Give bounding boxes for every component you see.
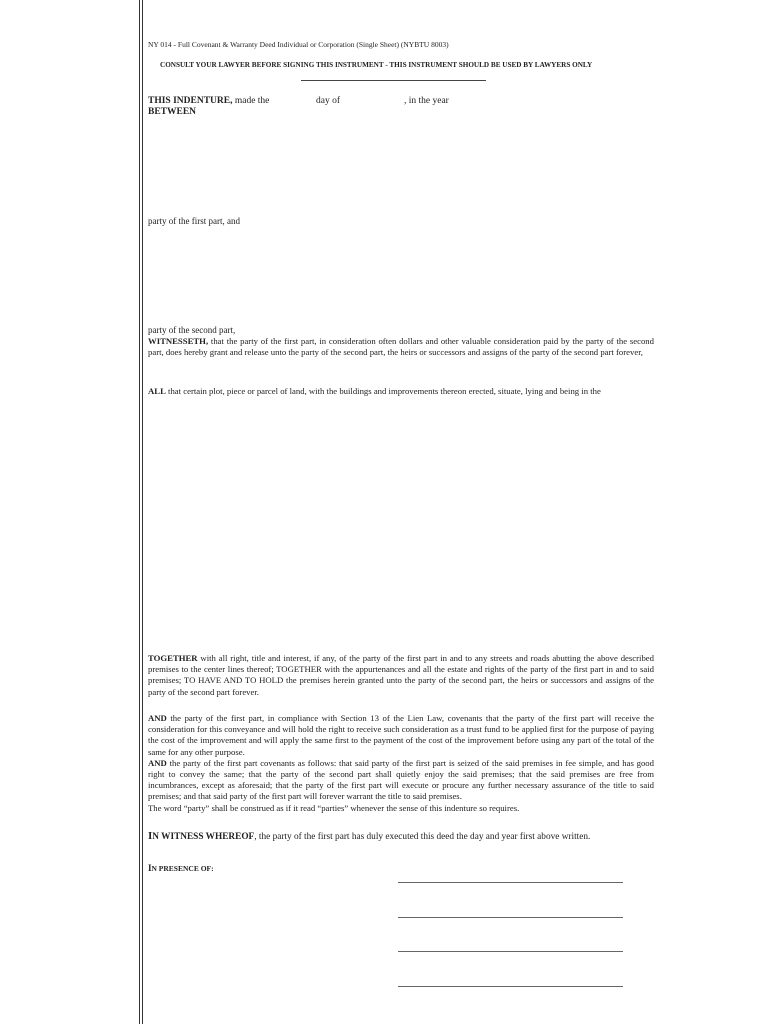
- indenture-line: [148, 96, 269, 106]
- consult-lawyer-warning: CONSULT YOUR LAWYER BEFORE SIGNING THIS INSTRUMENT - THIS INSTRUMENT SHOULD BE USED BY LAWYERS ONLY: [160, 61, 593, 69]
- covenants-text: the party of the first part covenants as follows: that said party of the first part is seized of the said premises in fee simple, and has good right to convey the same; that the party of the second part shall quietly enjoy the said premises; that the said premises are free from incumbrances, except as aforesaid; that the party of the first part will execute or procure any further necessary assurance of the title to said premises; and that said party of the first part will forever warrant the title to said premises.: [148, 757, 654, 802]
- signature-line[interactable]: [398, 986, 623, 987]
- witness-cap: I: [148, 830, 153, 842]
- day-of-text: day of: [316, 96, 341, 106]
- witnesseth-lead: WITNESSETH,: [148, 336, 209, 346]
- party-construction-note: The word “party” shall be construed as if it read “parties” whenever the sense of this indenture so requires.: [148, 802, 520, 813]
- together-text: with all right, title and interest, if any, of the party of the first part in and to any streets and roads abutting the above described premises to the center lines thereof; TOGETHER with the appurtenances and all the estate and rights of the party of the first part in and to said premises; TO HAVE AND TO HOLD the premises herein granted unto the party of the second part, the heirs or successors and assigns of the party of the second part forever.: [148, 653, 654, 697]
- signature-line[interactable]: [398, 917, 623, 918]
- presence-text: N PRESENCE OF:: [151, 864, 214, 873]
- in-the-year-text: , in the year: [404, 96, 449, 106]
- between-label: BETWEEN: [148, 107, 197, 117]
- witness-lead: N WITNESS WHEREOF: [152, 832, 255, 842]
- all-lead: ALL: [148, 386, 166, 396]
- and-lead-2: AND: [148, 757, 167, 768]
- witness-whereof-clause: [148, 831, 654, 843]
- presence-cap: I: [148, 863, 152, 873]
- made-the-text: made the: [232, 96, 270, 106]
- header-divider: [301, 80, 486, 81]
- all-clause: [148, 386, 654, 397]
- lien-law-clause: [148, 713, 654, 758]
- witness-text: , the party of the first part has duly executed this deed the day and year first above written.: [254, 832, 591, 842]
- together-clause: [148, 653, 654, 698]
- covenants-clause: [148, 758, 654, 803]
- all-text: that certain plot, piece or parcel of land, with the buildings and improvements thereon erected, situate, lying and being in the: [165, 386, 601, 396]
- left-margin-rule: [139, 0, 140, 1024]
- signature-line[interactable]: [398, 951, 623, 952]
- form-identifier: NY 014 - Full Covenant & Warranty Deed Individual or Corporation (Single Sheet) (NYBTU 8003): [148, 40, 449, 49]
- witnesseth-text: that the party of the first part, in consideration often dollars and other valuable consideration paid by the party of the second part, does hereby grant and release unto the party of the second part, the heirs or successors and assigns of the party of the second part forever,: [148, 336, 654, 358]
- in-presence-of-label: [148, 863, 214, 873]
- covenants-block: [148, 713, 654, 814]
- lien-law-text: the party of the first part, in compliance with Section 13 of the Lien Law, covenants that the party of the first part will receive the consideration for this conveyance and will hold the right to receive such consideration as a trust fund to be applied first for the purpose of paying the cost of the improvement and will apply the same first to the payment of the cost of the improvement before using any part of the total of the same for any other purpose.: [148, 713, 654, 757]
- indenture-lead: THIS INDENTURE,: [148, 96, 233, 106]
- first-party-label: party of the first part, and: [148, 216, 240, 226]
- left-margin-rule-inner: [142, 0, 143, 1024]
- signature-line[interactable]: [398, 882, 623, 883]
- and-lead-1: AND: [148, 713, 167, 723]
- second-party-label: party of the second part,: [148, 325, 236, 335]
- together-lead: TOGETHER: [148, 653, 198, 663]
- witnesseth-clause: [148, 336, 654, 358]
